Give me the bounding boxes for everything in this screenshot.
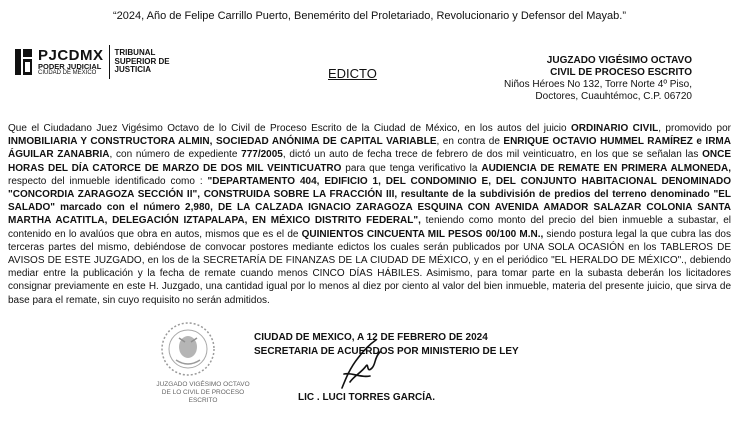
body-bold-text: ENRIQUE OCTAVIO HUMMEL RAMÍREZ e IRMA ÁGUILAR ZANABRIA xyxy=(8,136,731,161)
tsj-line: JUSTICIA xyxy=(114,65,151,75)
pjcdmx-logo xyxy=(14,44,170,80)
tsj-line: SUPERIOR DE xyxy=(114,56,170,66)
logo-brand: PJCDMX xyxy=(38,46,104,64)
court-name: JUGZADO VIGÉSIMO OCTAVO xyxy=(546,55,692,66)
body-bold-text: 777/2005 xyxy=(241,149,283,161)
document-title: EDICTO xyxy=(328,66,377,81)
court-type: CIVIL DE PROCESO ESCRITO xyxy=(550,67,692,78)
body-text: respecto del inmueble identificado como : xyxy=(8,175,208,187)
body-bold-text: ORDINARIO CIVIL xyxy=(571,123,659,134)
seal-caption-line: DE LO CIVIL DE PROCESO ESCRITO xyxy=(161,389,245,404)
seal-caption xyxy=(148,381,258,405)
court-address: Doctores, Cuauhtémoc, C.P. 06720 xyxy=(535,91,692,102)
body-bold-text: "DEPARTAMENTO 404, EDIFICIO 1, DEL CONDOMINIO E, DEL CONJUNTO HABITACIONAL DENOMINADO "CONCORDIA ZARAGOZA SECCIÓN II", CONSTRUIDA SOBRE LA FRACCIÓN III, resultante de la subdivisión de predios del terreno denominado "EL SALADO" marcado con el número 2,980, DE LA CALZADA IGNACIO ZARAGOZA ESQUINA CON AVENIDA AMADOR SALAZAR COLONIA SANTA MARTHA ACATITLA, DELEGACIÓN IZTAPALAPA, EN MÉXICO DISTRITO FEDERAL", xyxy=(8,175,731,227)
secretary-title: SECRETARIA DE ACUERDOS POR MINISTERIO DE LEY xyxy=(254,346,519,357)
year-motto: “2024, Año de Felipe Carrillo Puerto, Benemérito del Proletariado, Revolucionario y Defensor del Mayab.” xyxy=(113,10,626,22)
body-bold-text: AUDIENCIA DE REMATE EN PRIMERA ALMONEDA, xyxy=(481,162,732,174)
signer-name: LIC . LUCI TORRES GARCÍA. xyxy=(298,392,436,403)
logo-divider xyxy=(109,45,110,79)
body-text: siendo postura legal la que cubra las dos terceras partes del mismo, debiéndose de convocar postores mediante edictos los cuales serán publicados por UNA SOLA OCASIÓN en los TABLEROS DE AVISOS DE ESTE JUZGADO, en los de la SECRETARÍA DE FINANZAS DE LA CIUDAD DE MÉXICO, y en el periódico "EL HERALDO DE MÉXICO"., debiendo mediar entre la publicación y la fecha de remate cuando menos CINCO DÍAS HÁBILES. Asimismo, para tomar parte en la subasta deberán los licitadores consignar previamente en este H. Juzgado, una cantidad igual por lo menos al diez por ciento al valor del bien inmueble, materia del presente juicio, que sirva de base para el remate, sin cuyo requisito no serán admitidos. xyxy=(8,228,731,306)
body-text: para que tenga verificativo la xyxy=(341,162,482,174)
logo-subtitle: PODER JUDICIAL xyxy=(38,61,102,71)
pjcdmx-emblem-icon xyxy=(14,47,34,77)
court-address: Niños Héroes No 132, Torre Norte 4º Piso, xyxy=(504,79,692,90)
handwritten-signature-icon xyxy=(336,338,384,390)
body-bold-text: QUINIENTOS CINCUENTA MIL PESOS 00/100 M.N., xyxy=(301,228,544,240)
edict-body xyxy=(8,122,731,307)
body-text: teniendo como monto del precio del bien inmueble a subastar, el contenido en lo avalúos que obra en autos, mismos que es el de xyxy=(8,215,731,240)
seal-caption-line: JUZGADO VIGÉSIMO OCTAVO xyxy=(156,381,250,388)
body-text: Que el Ciudadano Juez Vigésimo Octavo de lo Civil de Proceso Escrito de la Ciudad de México, en los autos del juicio xyxy=(8,123,571,134)
body-text: , promovido por xyxy=(658,123,731,134)
body-text: , dictó un auto de fecha trece de febrero de dos mil veinticuatro, en los que se señalan las xyxy=(282,149,703,161)
body-bold-text: ONCE HORAS DEL DÍA CATORCE DE MARZO DE DOS MIL VEINTICUATRO xyxy=(8,149,731,174)
court-seal-icon xyxy=(160,320,216,378)
tsj-label xyxy=(115,49,170,75)
place-date: CIUDAD DE MEXICO, A 12 DE FEBRERO DE 2024 xyxy=(254,332,488,343)
body-bold-text: INMOBILIARIA Y CONSTRUCTORA ALMIN, SOCIEDAD ANÓNIMA DE CAPITAL VARIABLE xyxy=(8,136,437,148)
tsj-line: TRIBUNAL xyxy=(114,47,156,57)
court-info xyxy=(504,55,692,103)
body-text: , en contra de xyxy=(436,136,504,148)
signature-block xyxy=(254,331,519,359)
body-text: , con número de expediente xyxy=(109,149,242,161)
logo-city: CIUDAD DE MÉXICO xyxy=(38,70,97,77)
